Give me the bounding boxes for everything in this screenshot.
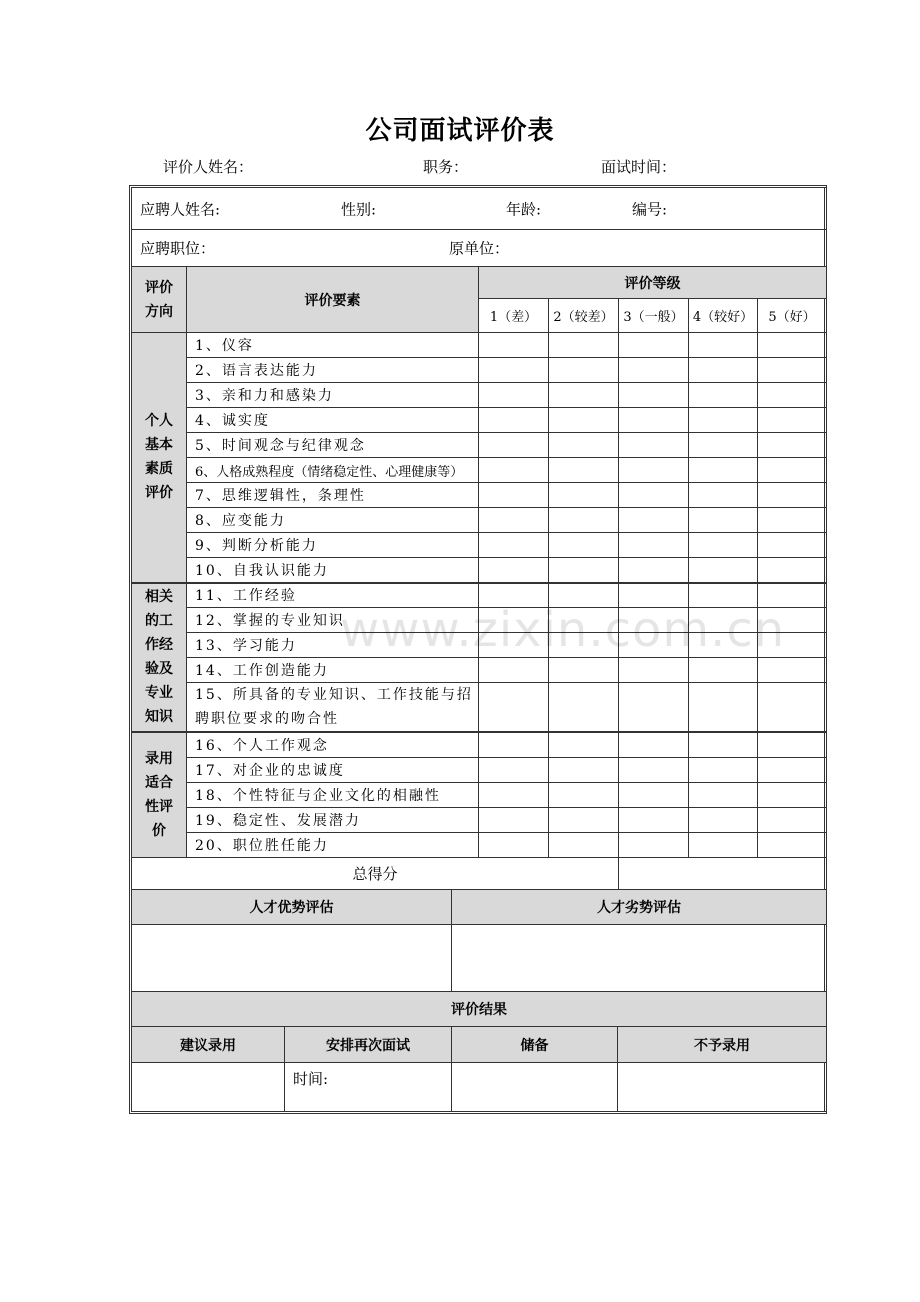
score-cell[interactable] [689,782,758,807]
level-5-header: 5（好） [758,299,827,333]
score-cell[interactable] [689,633,758,658]
reinterview-time-label: 时间: [293,1070,329,1088]
score-cell[interactable] [619,732,689,757]
option-reserve: 储备 [452,1027,618,1063]
score-cell[interactable] [479,433,549,458]
score-cell[interactable] [479,533,549,558]
option-reinterview: 安排再次面试 [285,1027,452,1063]
total-score-cell[interactable] [619,857,827,889]
score-cell[interactable] [619,358,689,383]
level-2-header: 2（较差） [549,299,619,333]
score-cell[interactable] [758,408,827,433]
advantage-field[interactable] [132,925,452,992]
score-cell[interactable] [479,683,549,733]
item-15: 15、所具备的专业知识、工作技能与招聘职位要求的吻合性 [187,683,479,733]
score-cell[interactable] [689,383,758,408]
result-header: 评价结果 [132,992,827,1027]
score-cell[interactable] [689,458,758,483]
score-cell[interactable] [689,533,758,558]
score-cell[interactable] [619,683,689,733]
factors-header: 评价要素 [187,267,479,333]
score-cell[interactable] [619,832,689,857]
score-cell[interactable] [689,333,758,358]
score-cell[interactable] [549,832,619,857]
score-cell[interactable] [689,608,758,633]
score-cell[interactable] [549,732,619,757]
score-cell[interactable] [758,757,827,782]
reserve-field[interactable] [452,1063,618,1112]
score-cell[interactable] [479,583,549,608]
score-cell[interactable] [479,832,549,857]
item-11: 11、工作经验 [187,583,479,608]
score-cell[interactable] [549,358,619,383]
score-cell[interactable] [619,333,689,358]
score-cell[interactable] [479,408,549,433]
score-cell[interactable] [549,408,619,433]
score-cell[interactable] [549,333,619,358]
score-cell[interactable] [549,658,619,683]
item-10: 10、自我认识能力 [187,558,479,583]
score-cell[interactable] [758,383,827,408]
score-cell[interactable] [758,608,827,633]
score-cell[interactable] [549,433,619,458]
score-cell[interactable] [549,383,619,408]
option-hire: 建议录用 [132,1027,285,1063]
score-cell[interactable] [479,558,549,583]
reinterview-field[interactable] [285,1063,452,1112]
evaluation-table [131,266,827,890]
item-3: 3、亲和力和感染力 [187,383,479,408]
score-cell[interactable] [689,757,758,782]
score-cell[interactable] [549,608,619,633]
level-3-header: 3（一般） [619,299,689,333]
score-cell[interactable] [619,458,689,483]
score-cell[interactable] [619,782,689,807]
advantage-header: 人才优势评估 [132,890,452,925]
score-cell[interactable] [758,333,827,358]
score-cell[interactable] [549,633,619,658]
score-cell[interactable] [619,483,689,508]
score-cell[interactable] [689,408,758,433]
score-cell[interactable] [689,658,758,683]
score-cell[interactable] [549,533,619,558]
score-cell[interactable] [758,658,827,683]
score-cell[interactable] [689,583,758,608]
applicant-name-label: 应聘人姓名: [140,200,221,218]
score-cell[interactable] [549,558,619,583]
item-13: 13、学习能力 [187,633,479,658]
score-cell[interactable] [479,508,549,533]
score-cell[interactable] [549,508,619,533]
age-label: 年龄: [506,200,542,218]
assessment-table [131,889,827,1112]
score-cell[interactable] [549,807,619,832]
score-cell[interactable] [479,483,549,508]
interview-time-label: 面试时间： [601,158,677,176]
score-cell[interactable] [619,633,689,658]
score-cell[interactable] [619,658,689,683]
score-cell[interactable] [479,757,549,782]
former-employer-label: 原单位： [449,239,510,258]
score-cell[interactable] [619,807,689,832]
score-cell[interactable] [689,832,758,857]
item-16: 16、个人工作观念 [187,732,479,757]
item-2: 2、语言表达能力 [187,358,479,383]
item-14: 14、工作创造能力 [187,658,479,683]
item-6: 6、人格成熟程度（情绪稳定性、心理健康等） [187,458,479,483]
score-cell[interactable] [479,658,549,683]
hire-field[interactable] [132,1063,285,1112]
item-20: 20、职位胜任能力 [187,832,479,857]
applicant-row-1 [132,188,827,230]
score-cell[interactable] [689,732,758,757]
category-work-experience: 相关的工作经验及专业知识 [132,583,187,733]
score-cell[interactable] [758,583,827,608]
item-18: 18、个性特征与企业文化的相融性 [187,782,479,807]
score-cell[interactable] [689,683,758,733]
score-cell[interactable] [549,683,619,733]
disadvantage-header: 人才劣势评估 [452,890,827,925]
score-cell[interactable] [549,458,619,483]
category-hiring-suitability: 录用适合性评价 [132,732,187,857]
score-cell[interactable] [619,433,689,458]
score-cell[interactable] [479,608,549,633]
item-1: 1、仪容 [187,333,479,358]
item-5: 5、时间观念与纪律观念 [187,433,479,458]
score-cell[interactable] [619,583,689,608]
score-cell[interactable] [758,832,827,857]
score-cell[interactable] [758,732,827,757]
score-cell[interactable] [758,558,827,583]
score-cell[interactable] [758,683,827,733]
score-cell[interactable] [619,533,689,558]
score-cell[interactable] [479,782,549,807]
item-7: 7、思维逻辑性，条理性 [187,483,479,508]
score-cell[interactable] [758,807,827,832]
item-12: 12、掌握的专业知识 [187,608,479,633]
score-cell[interactable] [479,633,549,658]
watermark: www.zixin.com.cn [340,602,786,658]
score-cell[interactable] [689,807,758,832]
score-cell[interactable] [479,458,549,483]
position-label: 职务： [423,158,469,176]
score-cell[interactable] [549,483,619,508]
score-cell[interactable] [758,782,827,807]
score-cell[interactable] [619,608,689,633]
score-cell[interactable] [689,483,758,508]
score-cell[interactable] [619,508,689,533]
score-cell[interactable] [758,633,827,658]
applicant-row-2 [132,230,827,267]
interviewer-label: 评价人姓名： [163,158,254,176]
job-label: 应聘职位： [140,239,216,258]
score-cell[interactable] [689,508,758,533]
score-cell[interactable] [479,383,549,408]
gender-label: 性别: [341,200,377,218]
score-cell[interactable] [758,508,827,533]
score-cell[interactable] [689,433,758,458]
item-8: 8、应变能力 [187,508,479,533]
score-cell[interactable] [689,558,758,583]
direction-header: 评价方向 [132,267,187,333]
page-title: 公司面试评价表 [365,116,555,146]
score-cell[interactable] [619,408,689,433]
item-9: 9、判断分析能力 [187,533,479,558]
score-cell[interactable] [549,583,619,608]
item-4: 4、诚实度 [187,408,479,433]
score-cell[interactable] [549,757,619,782]
score-cell[interactable] [758,483,827,508]
score-cell[interactable] [758,533,827,558]
score-cell[interactable] [549,782,619,807]
applicant-info [131,187,827,267]
score-cell[interactable] [479,333,549,358]
item-19: 19、稳定性、发展潜力 [187,807,479,832]
number-label: 编号: [632,200,668,218]
score-cell[interactable] [479,732,549,757]
grade-header: 评价等级 [479,267,827,299]
score-cell[interactable] [758,433,827,458]
category-basic-quality: 个人基本素质评价 [132,333,187,583]
score-cell[interactable] [689,358,758,383]
score-cell[interactable] [479,807,549,832]
item-17: 17、对企业的忠诚度 [187,757,479,782]
score-cell[interactable] [758,458,827,483]
score-cell[interactable] [619,757,689,782]
total-score-label: 总得分 [132,857,619,889]
level-1-header: 1（差） [479,299,549,333]
reject-field[interactable] [618,1063,827,1112]
level-4-header: 4（较好） [689,299,758,333]
score-cell[interactable] [479,358,549,383]
option-reject: 不予录用 [618,1027,827,1063]
score-cell[interactable] [619,383,689,408]
score-cell[interactable] [758,358,827,383]
score-cell[interactable] [619,558,689,583]
disadvantage-field[interactable] [452,925,827,992]
